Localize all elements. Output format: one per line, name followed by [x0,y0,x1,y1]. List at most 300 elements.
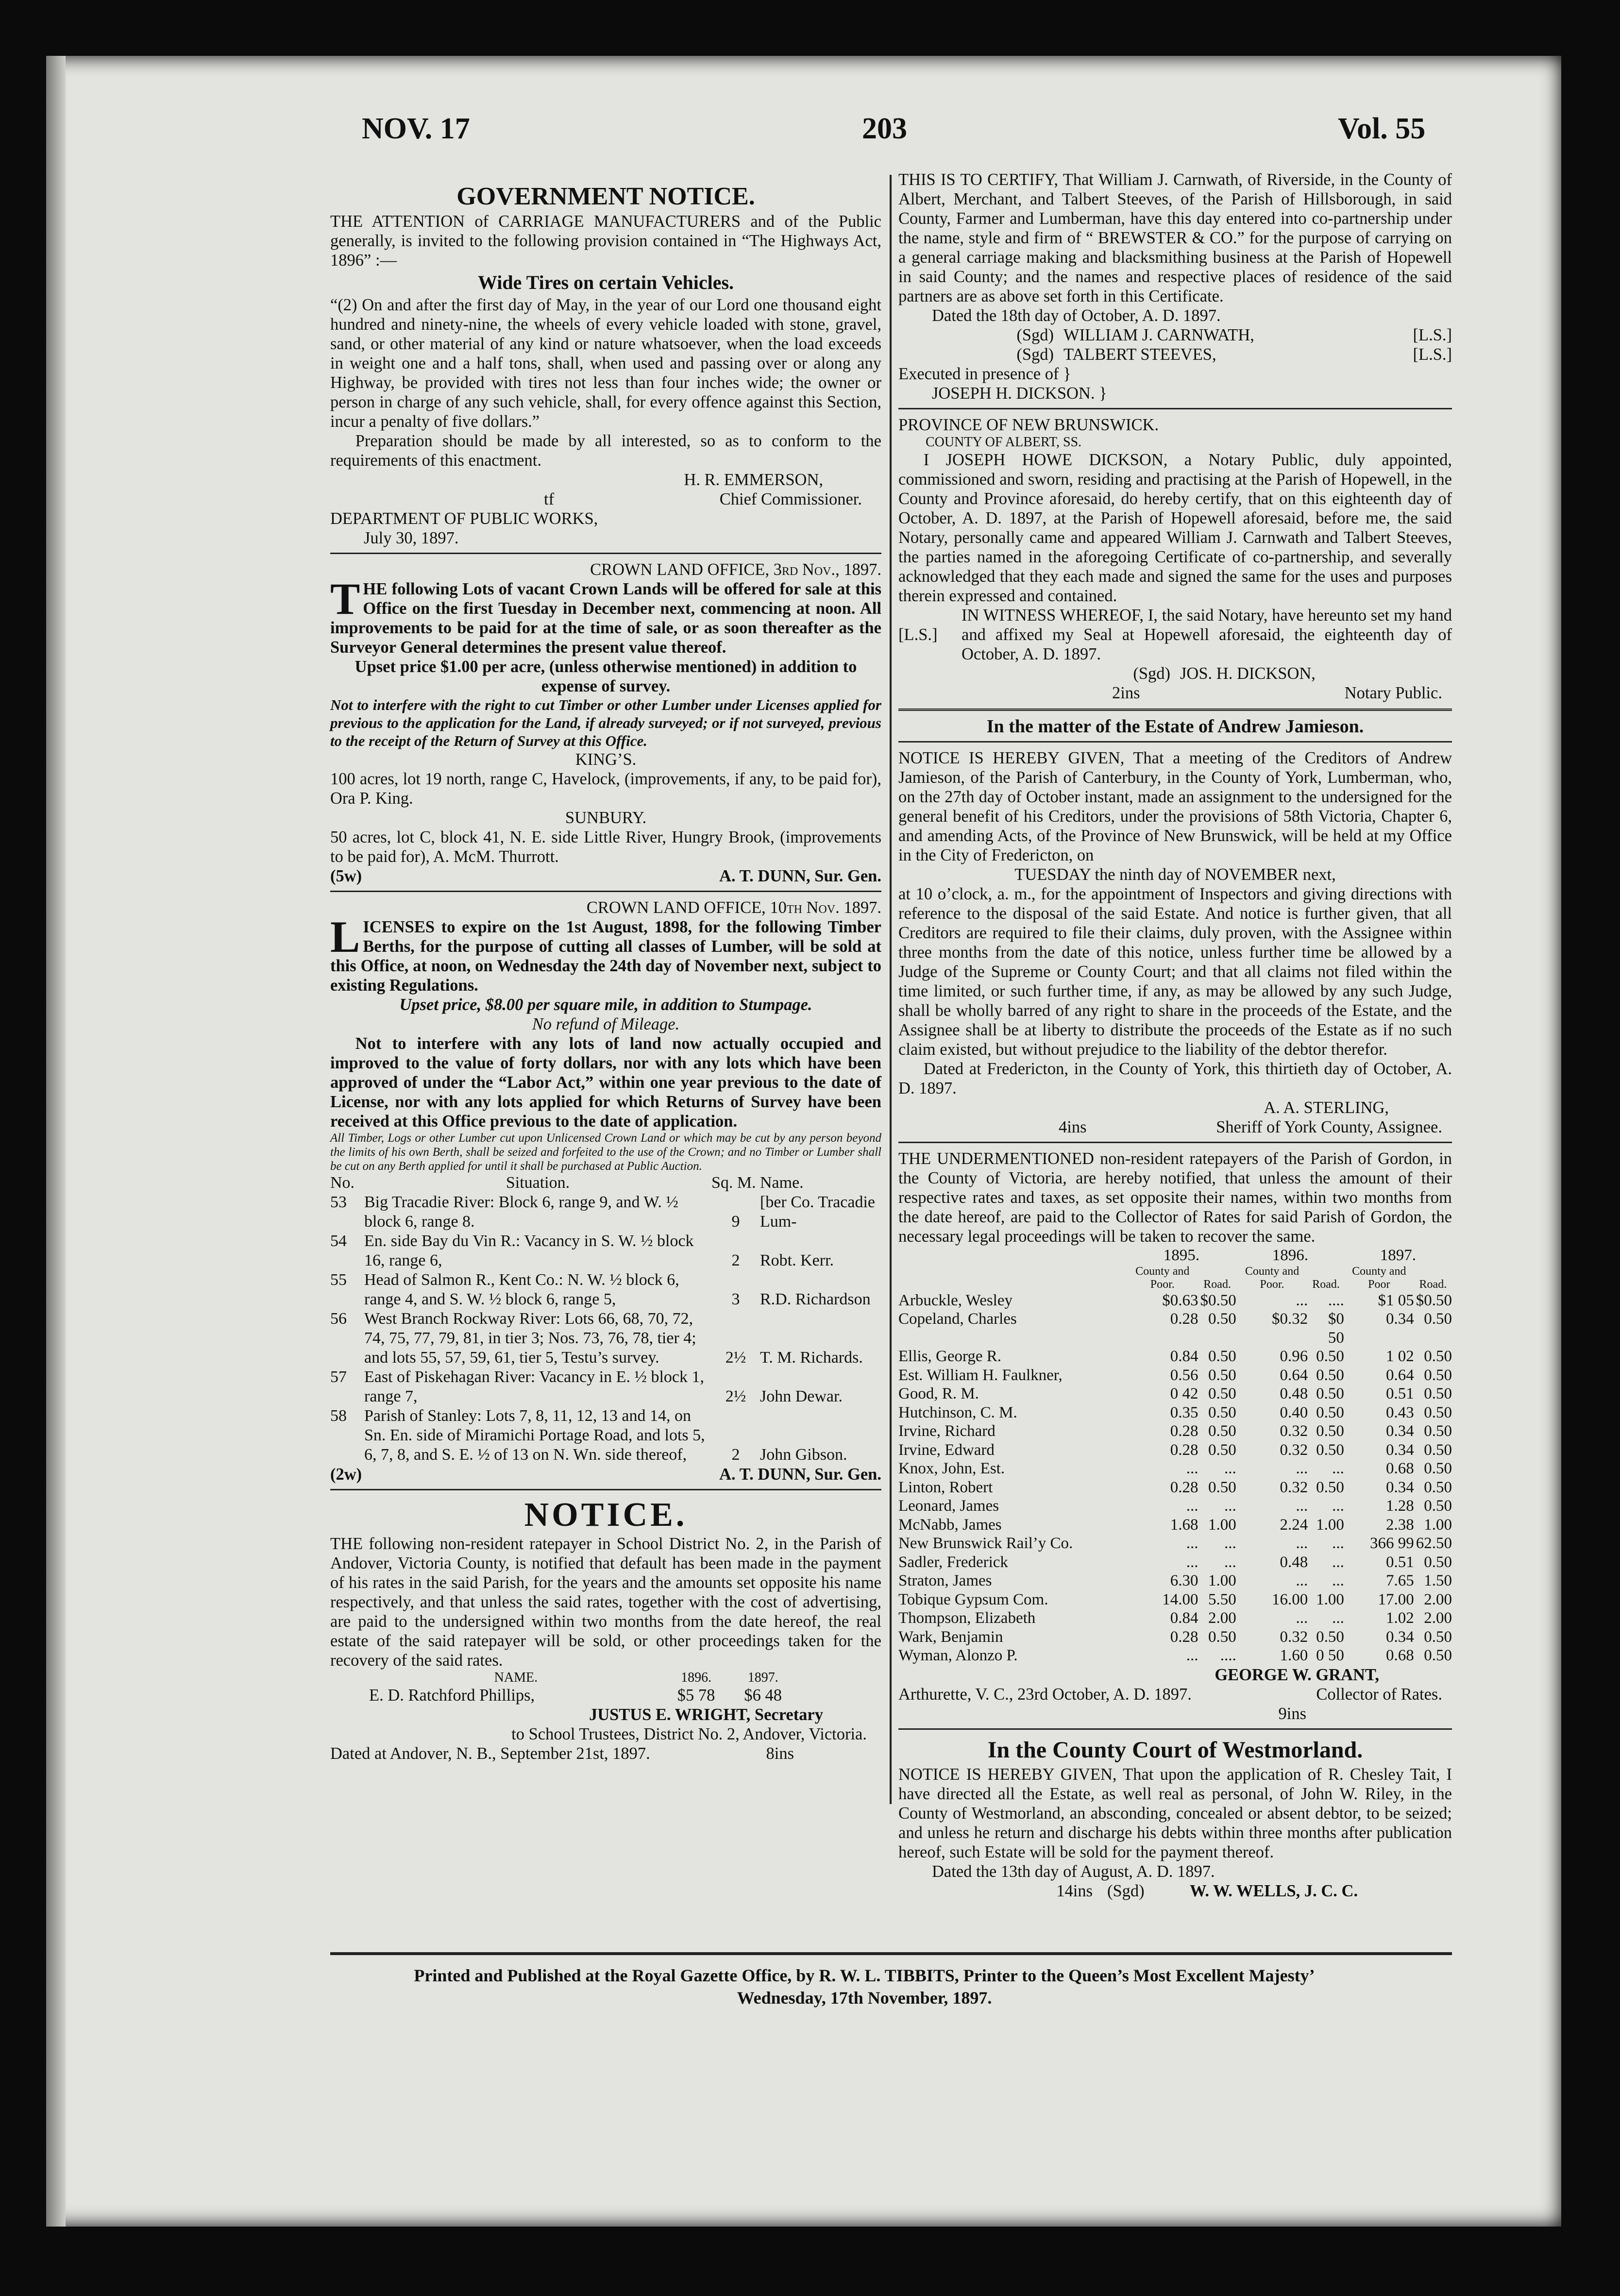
rate-value: 0 42 [1170,1385,1198,1402]
rate-value: ... [1332,1553,1344,1571]
certificate-text: THIS IS TO CERTIFY, That William J. Carnwath, of Riverside, in the County of Albert, Merchant, and Talbert Steeves, of the Parish of Hillsborough, in said County, Farmer and Lumberman, have this day entered into co-partnership under the name, style and firm of “ BREWSTER & CO.” for the purpose of carrying on a general carriage making and blacksmithing business at the Parish of Hopewell in said County; and the names and respective places of residence of the said partners are as above set forth in this Certificate. [898,170,1452,305]
carnwath-signature: WILLIAM J. CARNWATH, [1063,326,1254,344]
rate-value: 17.00 [1378,1590,1414,1608]
rate-value: 1.60 [1280,1647,1308,1664]
year-1895-header: 1895. [1163,1247,1199,1264]
col-name-header: Name. [760,1174,804,1192]
westmorland-text: NOTICE IS HEREBY GIVEN, That upon the application of R. Chesley Tait, I have directed all the Estate, as well real as personal, of John W. Riley, in the County of Westmorland, an absconding, concealed or absent debtor, to be seized; and unless he return and discharge his debts within three months after publication hereof, such Estate will be sold for the payment thereof. [898,1765,1452,1861]
rate-value: 0.50 [1208,1403,1236,1421]
crown-land-dateline-2: CROWN LAND OFFICE, 10th Nov. 1897. [586,898,881,917]
page-binding-edge [46,56,66,2227]
surveyor-general-signature: A. T. DUNN, Sur. Gen. [719,1465,881,1484]
lot-situation: East of Piskehagan River: Vacancy in E. ½ block 1, range 7, [364,1368,704,1405]
rate-value: 0.50 [1424,1497,1452,1515]
table-row [898,1422,1452,1441]
col-sqm-header: Sq. M. [711,1174,756,1192]
ratepayer-name: Leonard, James [898,1497,999,1515]
insertion-count: (2w) [330,1465,362,1484]
rate-value: 0.64 [1385,1366,1414,1384]
rate-value: 0.51 [1385,1553,1414,1571]
insertion-count: 9ins [1278,1704,1306,1723]
ratepayer-name: Irvine, Richard [898,1422,996,1440]
table-row [330,1193,881,1232]
rate-value: ... [1296,1609,1308,1627]
rate-value: 0.50 [1208,1366,1236,1384]
rate-value: ... [1296,1535,1308,1552]
notary-signature: JOS. H. DICKSON, [1180,664,1316,683]
government-notice-intro: THE ATTENTION of CARRIAGE MANUFACTURERS and of the Public generally, is invited to the following provision contained in “The Highways Act, 1896” :— [330,212,881,270]
insertion-count: 8ins [766,1744,794,1763]
lot-no: 57 [330,1368,347,1386]
lot-situation: Big Tracadie River: Block 6, range 9, and W. ½ block 6, range 8. [364,1193,678,1231]
ratepayer-name: New Brunswick Rail’y Co. [898,1535,1073,1552]
rate-value: 1 02 [1385,1348,1414,1365]
rate-value: 0.50 [1424,1628,1452,1646]
rate-value: 1.00 [1316,1516,1344,1534]
emmerson-signature: H. R. EMMERSON, [684,471,823,489]
not-interfere-notice: Not to interfere with the right to cut Timber or other Lumber under Licenses applied for previous to the application for the Land, if already surveyed; or if not surveyed, previous to the receipt of the Return of Survey at this Office. [330,696,881,749]
sgd-label: (Sgd) [1133,664,1170,683]
secretary-signature: JUSTUS E. WRIGHT, Secretary [589,1705,823,1724]
rate-value: 7.65 [1385,1572,1414,1589]
rate-value: 0.34 [1385,1310,1414,1328]
andover-notice-text: THE following non-resident ratepayer in School District No. 2, in the Parish of Andover, Victoria County, is notified that default has been made in the payment of his rates in the said Parish, for the years and the amounts set opposite his name respectively, and that unless the said rates, together with the cost of advertising, are paid to the undersigned within two months from the date hereof, the real estate of the said ratepayer will be sold, or other proceedings taken for the recovery of the said rates. [330,1535,881,1670]
rate-1896: $5 78 [677,1686,715,1705]
table-row [898,1534,1452,1553]
steeves-signature: TALBERT STEEVES, [1063,345,1216,364]
rate-value: 0.50 [1316,1422,1344,1440]
gordon-rates-notice [898,1149,1452,1723]
rate-value: 0.28 [1170,1478,1198,1496]
road-header: Road. [1312,1278,1340,1291]
rate-value: 0.28 [1170,1422,1198,1440]
surveyor-general-signature: A. T. DUNN, Sur. Gen. [719,867,881,885]
county-poor-header: County and Poor. [1135,1265,1190,1291]
gordon-notice-text: THE UNDERMENTIONED non-resident ratepayers of the Parish of Gordon, in the County of Victoria, are hereby notified, that unless the amount of their respective rates and taxes, as set opposite their names, within two months from the date hereof, are paid to the Collector of Rates for said Parish of Gordon, the necessary legal proceedings will be taken to recover the same. [898,1149,1452,1246]
meeting-date: TUESDAY the ninth day of NOVEMBER next, [1014,865,1336,884]
rate-value: $0.63 [1162,1291,1198,1309]
kings-lot-text: 100 acres, lot 19 north, range C, Havelock, (improvements, if any, to be paid for), Ora P. King. [330,770,881,808]
page-number: 203 [862,112,907,145]
table-row [898,1609,1452,1628]
year-1896-header: 1896. [1272,1247,1308,1264]
lot-no: 58 [330,1407,347,1425]
tf-mark: tf [544,490,555,508]
notary-certificate [898,415,1452,703]
rate-value: ... [1296,1572,1308,1589]
lot-no: 55 [330,1271,347,1289]
rate-value: ... [1296,1291,1308,1309]
andover-rates-notice [330,1496,881,1763]
preparation-text: Preparation should be made by all interested, so as to conform to the requirements of this enactment. [330,432,881,470]
table-row [898,1553,1452,1572]
volume-number: Vol. 55 [1338,112,1426,145]
seal-mark: [L.S.] [1413,326,1452,344]
rate-value: 0.50 [1424,1478,1452,1496]
table-row [898,1571,1452,1590]
right-column [898,170,1452,1901]
rate-value: 14.00 [1162,1590,1198,1608]
estate-text-2: at 10 o’clock, a. m., for the appointment of Inspectors and giving directions with reference to the disposal of the said Estate. And notice is further given, that all Creditors are required to file their claims, duly proven, with the Assignee within three months from the date of this notice, unless further time be allowed by a Judge of the Supreme or County Court; and that all claims not filed within the time limited, or such further time, if any, as may be allowed by any such Judge, shall be wholly barred of any right to share in the proceeds of the Estate, and the Assignee shall be at liberty to distribute the proceeds of the Estate as if no such claim existed, but without prejudice to the liability of the debtor therefor. [898,885,1452,1059]
wells-signature: W. W. WELLS, J. C. C. [1190,1881,1358,1900]
lot-sqm: 3 [731,1290,740,1308]
year-header-row [898,1246,1452,1265]
rate-value: 0.50 [1208,1310,1236,1328]
crown-land-dateline-1: CROWN LAND OFFICE, 3rd Nov., 1897. [590,560,881,579]
upset-price-acre: Upset price $1.00 per acre, (unless otherwise mentioned) in addition to expense of survey. [354,658,857,695]
rate-value: 1.00 [1208,1516,1236,1534]
lot-sqm: 2½ [725,1387,746,1405]
table-row [898,1291,1452,1310]
jamieson-estate-notice [898,717,1452,1137]
insertion-count: (5w) [330,867,362,885]
rate-value: 0.50 [1424,1366,1452,1384]
rate-value: 0.50 [1316,1478,1344,1496]
estate-date: Dated at Fredericton, in the County of York, this thirtieth day of October, A. D. 1897. [898,1060,1452,1097]
rate-value: 0.50 [1424,1441,1452,1459]
rate-value: 0.50 [1424,1348,1452,1365]
drop-cap-t: T [330,574,360,624]
lot-sqm: 2½ [725,1349,746,1367]
rate-value: ... [1186,1553,1198,1571]
left-column [330,180,881,1763]
table-row [330,1270,881,1309]
table-row [898,1459,1452,1478]
rate-value: 0.28 [1170,1310,1198,1328]
rate-value: 0.35 [1170,1403,1198,1421]
rate-value: $0 50 [1328,1310,1344,1347]
rate-value: 1.28 [1385,1497,1414,1515]
rate-value: ... [1186,1497,1198,1515]
rate-value: 2.24 [1280,1516,1308,1534]
rate-value: ... [1332,1460,1344,1477]
rate-value: ... [1186,1460,1198,1477]
rate-value: $0.50 [1416,1291,1452,1309]
rate-value: 0.32 [1280,1441,1308,1459]
crown-land-sale-notice [330,560,881,886]
sterling-signature: A. A. STERLING, [1264,1098,1389,1117]
lot-situation: West Branch Rockway River: Lots 66, 68, 70, 72, 74, 75, 77, 79, 81, in tier 3; Nos. 73, 76, 78, tier 4; and lots 55, 57, 59, 61, tier 5, Testu’s survey. [364,1310,696,1367]
ratepayer-name: Wark, Benjamin [898,1628,1003,1646]
lot-name: R.D. Richardson [760,1290,871,1308]
lot-sqm: 2 [731,1446,740,1464]
rate-value: 0.50 [1316,1366,1344,1384]
estate-title: In the matter of the Estate of Andrew Jamieson. [986,716,1364,737]
rate-value: 366 99 [1369,1535,1414,1552]
table-row [898,1516,1452,1535]
rate-value: 0.50 [1424,1310,1452,1328]
government-notice [330,182,881,548]
estate-text-1: NOTICE IS HEREBY GIVEN, That a meeting of the Creditors of Andrew Jamieson, of the Parish of Canterbury, in the County of York, Lumberman, who, on the 27th day of October instant, made an assignment to the undersigned for the general benefit of his Creditors, under the provisions of 58th Victoria, Chapter 6, and amending Acts, of the Province of New Brunswick, will be held at my Office in the City of Fredericton, on [898,749,1452,864]
rate-value: 2.00 [1424,1609,1452,1627]
rate-value: 0.68 [1385,1647,1414,1664]
imprint-date: Wednesday, 17th November, 1897. [737,1988,992,2008]
rate-value: 0.32 [1280,1422,1308,1440]
sgd-label: (Sgd) [1107,1881,1145,1900]
rate-value: 0 50 [1316,1647,1344,1664]
rate-value: 0.28 [1170,1441,1198,1459]
rate-value: 0.28 [1170,1628,1198,1646]
rate-value: 0.50 [1424,1553,1452,1571]
sunbury-lot-text: 50 acres, lot C, block 41, N. E. side Little River, Hungry Brook, (improvements to be paid for), A. McM. Thurrott. [330,828,881,866]
ratepayer-name: Straton, James [898,1572,992,1589]
rate-value: 0.96 [1280,1348,1308,1365]
westmorland-court-notice [898,1736,1452,1901]
sgd-label: (Sgd) [1016,326,1054,344]
government-notice-date: July 30, 1897. [364,529,459,547]
table-row [330,1232,881,1270]
lot-no: 54 [330,1232,347,1250]
rate-value: 0.50 [1424,1647,1452,1664]
highways-act-quote: “(2) On and after the first day of May, in the year of our Lord one thousand eight hundred and ninety-nine, the wheels of every vehicle loaded with stone, gravel, sand, or other material of any kind or nature whatsoever, when the load exceeds in weight one and a half tons, shall, when used and passing over or along any Highway, be provided with tires not less than four inches wide; the owner or person in charge of any such vehicle, shall, for every offence against this Section, incur a penalty of five dollars.” [330,296,881,431]
ratepayer-name: Knox, John, Est. [898,1460,1005,1477]
ratepayer-name: Sadler, Frederick [898,1553,1008,1571]
rate-value: 0.34 [1385,1441,1414,1459]
ratepayer-name: Hutchinson, C. M. [898,1403,1017,1421]
table-row [898,1628,1452,1647]
insertion-count: 14ins [1056,1881,1093,1900]
col-1897-header: 1897. [747,1670,778,1685]
province-heading: PROVINCE OF NEW BRUNSWICK. [898,416,1159,434]
drop-cap-l: L [330,912,360,962]
rate-value: 0.50 [1316,1628,1344,1646]
lot-situation: En. side Bay du Vin R.: Vacancy in S. W. ½ block 16, range 6, [364,1232,694,1269]
ratepayer-name: Est. William H. Faulkner, [898,1366,1063,1384]
ratepayer-name: Good, R. M. [898,1385,979,1402]
rate-value: 2.00 [1424,1590,1452,1608]
sunbury-county-heading: SUNBURY. [565,809,647,827]
rate-value: 1.00 [1424,1516,1452,1534]
rate-value: ... [1332,1572,1344,1589]
rate-value: 0.43 [1385,1403,1414,1421]
table-header-row [369,1670,796,1686]
rate-value: 0.50 [1424,1422,1452,1440]
lot-name: John Dewar. [760,1387,843,1405]
rate-value: 1.02 [1385,1609,1414,1627]
table-row [898,1366,1452,1385]
ratepayer-name: E. D. Ratchford Phillips, [369,1686,535,1705]
upset-price-mile: Upset price, $8.00 per square mile, in addition to Stumpage. [399,996,812,1014]
rate-value: ... [1224,1535,1236,1552]
kings-county-heading: KING’S. [575,750,637,769]
rate-value: 5.50 [1208,1590,1236,1608]
timber-licenses-notice [330,898,881,1484]
issue-date: NOV. 17 [362,112,470,145]
rate-value: 0.32 [1280,1628,1308,1646]
rate-value: ... [1224,1497,1236,1515]
table-row [898,1403,1452,1422]
lot-situation: Head of Salmon R., Kent Co.: N. W. ½ block 6, range 4, and S. W. ½ block 6, range 5, [364,1271,679,1308]
rate-value: 0.84 [1170,1609,1198,1627]
rate-value: 0.48 [1280,1553,1308,1571]
rate-value: .... [1220,1647,1236,1664]
certificate-date: Dated the 18th day of October, A. D. 1897. [932,306,1221,325]
rate-value: 2.38 [1385,1516,1414,1534]
rate-value: 0.50 [1316,1348,1344,1365]
col-no-header: No. [330,1174,355,1192]
rate-value: .... [1328,1291,1344,1309]
grant-signature: GEORGE W. GRANT, [1215,1665,1379,1684]
rate-value: 6.30 [1170,1572,1198,1589]
rate-value: 0.50 [1316,1441,1344,1459]
table-row [898,1441,1452,1460]
rate-value: 0.40 [1280,1403,1308,1421]
rate-value: 0.56 [1170,1366,1198,1384]
rate-value: 0.50 [1208,1441,1236,1459]
rate-1897: $6 48 [744,1686,782,1705]
collector-title: Collector of Rates. [1316,1685,1442,1704]
table-row [898,1478,1452,1497]
rate-value: 0.50 [1316,1403,1344,1421]
labor-act-text: Not to interfere with any lots of land now actually occupied and improved to the value of forty dollars, nor with any lots which have been approved of under the “Labor Act,” within one year previous to the date of License, nor with any lots applied for which Returns of Survey have been received at this Office previous to the date of application. [330,1034,881,1131]
school-trustees-line: to School Trustees, District No. 2, Andover, Victoria. [511,1725,867,1743]
insertion-count: 2ins [1112,684,1140,702]
westmorland-date: Dated the 13th day of August, A. D. 1897. [932,1862,1215,1881]
lot-name: [ber Co. Tracadie Lum- [760,1193,876,1231]
sheriff-title: Sheriff of York County, Assignee. [1216,1118,1442,1136]
table-row [369,1686,796,1705]
lot-name: Robt. Kerr. [760,1251,834,1269]
rate-value: 62.50 [1416,1535,1452,1552]
rate-value: 0.50 [1208,1422,1236,1440]
notary-title: Notary Public. [1344,684,1442,702]
rate-value: ... [1296,1460,1308,1477]
government-notice-title: GOVERNMENT NOTICE. [456,183,755,210]
table-row [330,1367,881,1406]
footer-rule [330,1952,1452,1955]
lot-situation: Parish of Stanley: Lots 7, 8, 11, 12, 13 and 14, on Sn. En. side of Miramichi Portage Road, and lots 5, 6, 7, 8, and S. E. ½ of 13 on N. Wn. side thereof, [364,1407,705,1464]
ratepayer-name: Tobique Gypsum Com. [898,1590,1048,1608]
ratepayer-name: Arbuckle, Wesley [898,1291,1012,1309]
table-row [330,1309,881,1367]
ratepayer-name: Linton, Robert [898,1478,993,1496]
lot-no: 56 [330,1310,347,1328]
lot-no: 53 [330,1193,347,1211]
table-header-row [330,1173,881,1193]
dickson-witness: JOSEPH H. DICKSON. } [932,384,1107,403]
rate-value: ... [1332,1535,1344,1552]
chief-commissioner-title: Chief Commissioner. [719,490,862,508]
executed-presence: Executed in presence of } [898,365,1071,383]
county-poor-header: County and Poor [1352,1265,1406,1291]
printer-imprint [272,1964,1457,2009]
partnership-certificate [898,170,1452,403]
timber-licenses-text: ICENSES to expire on the 1st August, 1898, for the following Timber Berths, for the purpose of cutting all classes of Lumber, will be sold at this Office, at noon, on Wednesday the 24th day of November next, subject to existing Regulations. [330,918,881,995]
rate-value: ... [1186,1535,1198,1552]
rate-value: 1.50 [1424,1572,1452,1589]
rate-value: $0.50 [1200,1291,1236,1309]
county-albert-line: COUNTY OF ALBERT, SS. [926,435,1082,450]
rate-value: ... [1332,1497,1344,1515]
rate-value: 0.50 [1424,1460,1452,1477]
rate-value: 0.84 [1170,1348,1198,1365]
rate-value: 0.64 [1280,1366,1308,1384]
rate-value: 0.68 [1385,1460,1414,1477]
insertion-count: 4ins [1059,1118,1087,1136]
ratepayer-name: Thompson, Elizabeth [898,1609,1036,1627]
timber-berths-table [330,1173,881,1465]
lot-name: John Gibson. [760,1446,847,1464]
notary-text: I JOSEPH HOWE DICKSON, a Notary Public, duly appointed, commissioned and sworn, residing and practising at the Parish of Hopewell, in the County and Province aforesaid, do hereby certify, that on this eighteenth day of October, A. D. 1897, at the Parish of Hopewell aforesaid, before me, the said Notary, personally came and appeared William J. Carnwath and Talbert Steeves, the parties named in the aforegoing Certificate of co-partnership, and severally acknowledged that they each made and signed the same for the uses and purposes therein expressed and contained. [898,451,1452,605]
ratepayer-name: Irvine, Edward [898,1441,995,1459]
seal-mark: [L.S.] [1413,345,1452,364]
road-header: Road. [1419,1278,1447,1291]
lot-name: T. M. Richards. [760,1349,863,1367]
witness-whereof-text: IN WITNESS WHEREOF, I, the said Notary, have hereunto set my hand and affixed my Seal at Hopewell aforesaid, the eighteenth day of October, A. D. 1897. [962,606,1452,663]
rate-value: ... [1224,1553,1236,1571]
rate-value: 2.00 [1208,1609,1236,1627]
ratepayer-name: Ellis, George R. [898,1348,1002,1365]
seal-mark: [L.S.] [898,625,938,644]
rate-value: 16.00 [1272,1590,1308,1608]
year-1897-header: 1897. [1380,1247,1417,1264]
department-public-works: DEPARTMENT OF PUBLIC WORKS, [330,509,598,528]
rate-value: 0.51 [1385,1385,1414,1402]
col-situation-header: Situation. [506,1174,570,1192]
table-row [898,1347,1452,1366]
rate-value: 1.00 [1208,1572,1236,1589]
rate-value: 1.00 [1316,1590,1344,1608]
col-1896-header: 1896. [681,1670,712,1685]
notice-title: NOTICE. [524,1496,688,1534]
rate-value: 0.50 [1424,1403,1452,1421]
table-row [898,1310,1452,1347]
rate-value: ... [1296,1497,1308,1515]
lot-sqm: 9 [731,1213,740,1231]
andover-rates-table [369,1670,796,1705]
andover-date: Dated at Andover, N. B., September 21st, 1897. [330,1744,650,1763]
rate-value: 0.50 [1424,1385,1452,1402]
rate-value: 1.68 [1170,1516,1198,1534]
ratepayer-name: McNabb, James [898,1516,1002,1534]
rate-value: 0.48 [1280,1385,1308,1402]
rate-value: 0.32 [1280,1478,1308,1496]
wide-tires-subtitle: Wide Tires on certain Vehicles. [477,271,734,293]
no-refund-mileage: No refund of Mileage. [532,1015,680,1033]
table-row [330,1406,881,1465]
table-row [898,1497,1452,1516]
rate-value: ... [1224,1460,1236,1477]
table-row [898,1646,1452,1665]
sub-header-row [898,1265,1452,1291]
westmorland-title: In the County Court of Westmorland. [987,1737,1363,1763]
sgd-label: (Sgd) [1016,345,1054,364]
rate-value: $1 05 [1378,1291,1414,1309]
rate-value: 0.50 [1208,1478,1236,1496]
column-divider [890,175,892,1804]
crown-land-sale-text: HE following Lots of vacant Crown Lands will be offered for sale at this Office on the first Tuesday in December next, commencing at noon. All improvements to be paid for at the time of sale, or as soon thereafter as the Surveyor General determines the present value thereof. [330,580,881,657]
gordon-date: Arthurette, V. C., 23rd October, A. D. 1897. [898,1685,1192,1704]
col-name-header: NAME. [494,1670,538,1685]
rate-value: ... [1332,1609,1344,1627]
rate-value: 0.34 [1385,1628,1414,1646]
unlicensed-timber-notice: All Timber, Logs or other Lumber cut upon Unlicensed Crown Land or which may be cut by any person beyond the limits of his own Berth, shall be seized and forfeited to the use of the Crown; and no Timber or Lumber shall be cut on any Berth applied for until it shall be purchased at Public Auction. [330,1131,881,1173]
imprint-line-1: Printed and Published at the Royal Gazette Office, by R. W. L. TIBBITS, Printer to the Queen’s Most Excellent Majesty’ [414,1966,1315,1985]
rate-value: 0.50 [1208,1348,1236,1365]
gordon-rates-table [898,1246,1452,1665]
ratepayer-name: Copeland, Charles [898,1310,1017,1328]
table-row [898,1590,1452,1609]
rate-value: 0.50 [1316,1385,1344,1402]
lot-sqm: 2 [731,1251,740,1269]
rate-value: 0.34 [1385,1478,1414,1496]
rate-value: ... [1186,1647,1198,1664]
table-row [898,1384,1452,1403]
rate-value: $0.32 [1272,1310,1308,1328]
ratepayer-name: Wyman, Alonzo P. [898,1647,1018,1664]
rate-value: 0.50 [1208,1628,1236,1646]
rate-value: 0.34 [1385,1422,1414,1440]
